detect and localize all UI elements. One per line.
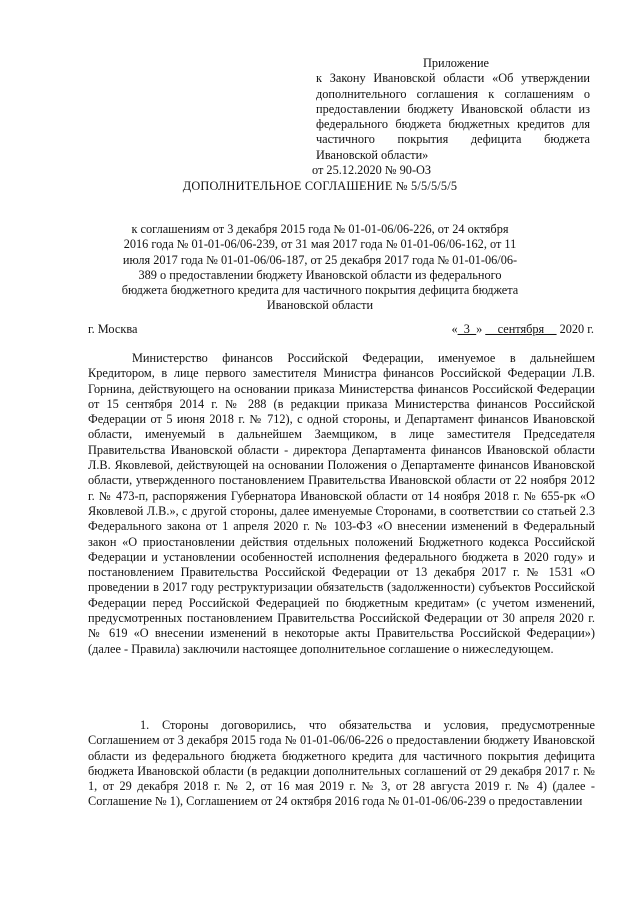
signing-date — [452, 322, 595, 337]
appendix-text: к Закону Ивановской области «Об утверждении дополнительного соглашения к соглашениям о предоставлении бюджету Ивановской области из федерального бюджета бюджетных кредитов для частичного покрытия дефицита бюджета Ивановской области» — [316, 71, 590, 162]
paragraph-clause-1: 1. Стороны договорились, что обязательства и условия, предусмотренные Соглашением от 3 декабря 2015 года № 01-01-06/06-226 о предоставлении бюджету Ивановской области из федерального бюджета бюджетного кредита для частичного покрытия дефицита бюджета Ивановской области (в редакции дополнительных соглашений от 29 декабря 2017 г. № 1, от 29 декабря 2018 г. № 2, от 16 мая 2019 г. № 3, от 28 августа 2019 г. № 4) (далее - Соглашение № 1), Соглашением от 24 октября 2016 года № 01-01-06/06-239 о предоставлении — [88, 718, 595, 809]
date-open-quote: « — [451, 322, 458, 336]
paragraph-preamble: Министерство финансов Российской Федерации, именуемое в дальнейшем Кредитором, в лице первого заместителя Министра финансов Российской Федерации Л.В. Горнина, действующего на основании приказа Министерства финансов Российской Федерации от 15 сентября 2014 г. № 288 (в редакции приказа Министерства финансов Российской Федерации от 5 июня 2018 г. № 712), с одной стороны, и Департамент финансов Ивановской области, именуемый в дальнейшем Заемщиком, в лице заместителя Председателя Правительства Ивановской области - директора Департамента финансов Ивановской области Л.В. Яковлевой, действующей на основании Положения о Департаменте финансов Ивановской области, утвержденного постановлением Правительства Ивановской области от 22 ноября 2012 г. № 473-п, распоряжения Губернатора Ивановской области от 14 ноября 2018 г. № 655-рк «О Яковлевой Л.В.», с другой стороны, далее именуемые Сторонами, в соответствии со статьей 2.3 Федерального закона от 1 апреля 2020 г. № 103-ФЗ «О внесении изменений в Федеральный закон «О приостановлении действия отдельных положений Бюджетного кодекса Российской Федерации и установлении особенностей исполнения федерального бюджета в 2020 году» и постановлением Правительства Российской Федерации от 13 декабря 2017 г. № 1531 «О проведении в 2017 году реструктуризации обязательств (задолженности) субъектов Российской Федерации перед Российской Федерацией по бюджетным кредитам» (с учетом изменений, предусмотренных постановлением Правительства Российской Федерации от 30 апреля 2020 г. № 619 «О внесении изменений в некоторые акты Правительства Российской Федерации») (далее - Правила) заключили настоящее дополнительное соглашение о нижеследующем. — [88, 351, 595, 656]
appendix-date: от 25.12.2020 № 90-ОЗ — [312, 163, 432, 178]
place-date-line — [88, 322, 594, 337]
date-day: _3_ — [457, 322, 477, 336]
date-year: 2020 г. — [559, 322, 594, 336]
city: г. Москва — [88, 322, 138, 336]
appendix-block — [312, 56, 590, 178]
agreement-title: ДОПОЛНИТЕЛЬНОЕ СОГЛАШЕНИЕ № 5/5/5/5/5 — [182, 179, 458, 193]
date-close-quote: » — [476, 322, 483, 336]
date-month: __сентября__ — [485, 322, 557, 336]
appendix-title: Приложение — [423, 56, 489, 70]
agreement-subtitle: к соглашениям от 3 декабря 2015 года № 01-01-06/06-226, от 24 октября 2016 года № 01-01-06/06-239, от 31 мая 2017 года № 01-01-06/06-162, от 11 июля 2017 года № 01-01-06/06-187, от 25 декабря 2017 года № 01-01-06/06-389 о предоставлении бюджету Ивановской области из федерального бюджета бюджетного кредита для частичного покрытия дефицита бюджета Ивановской области — [121, 222, 519, 313]
